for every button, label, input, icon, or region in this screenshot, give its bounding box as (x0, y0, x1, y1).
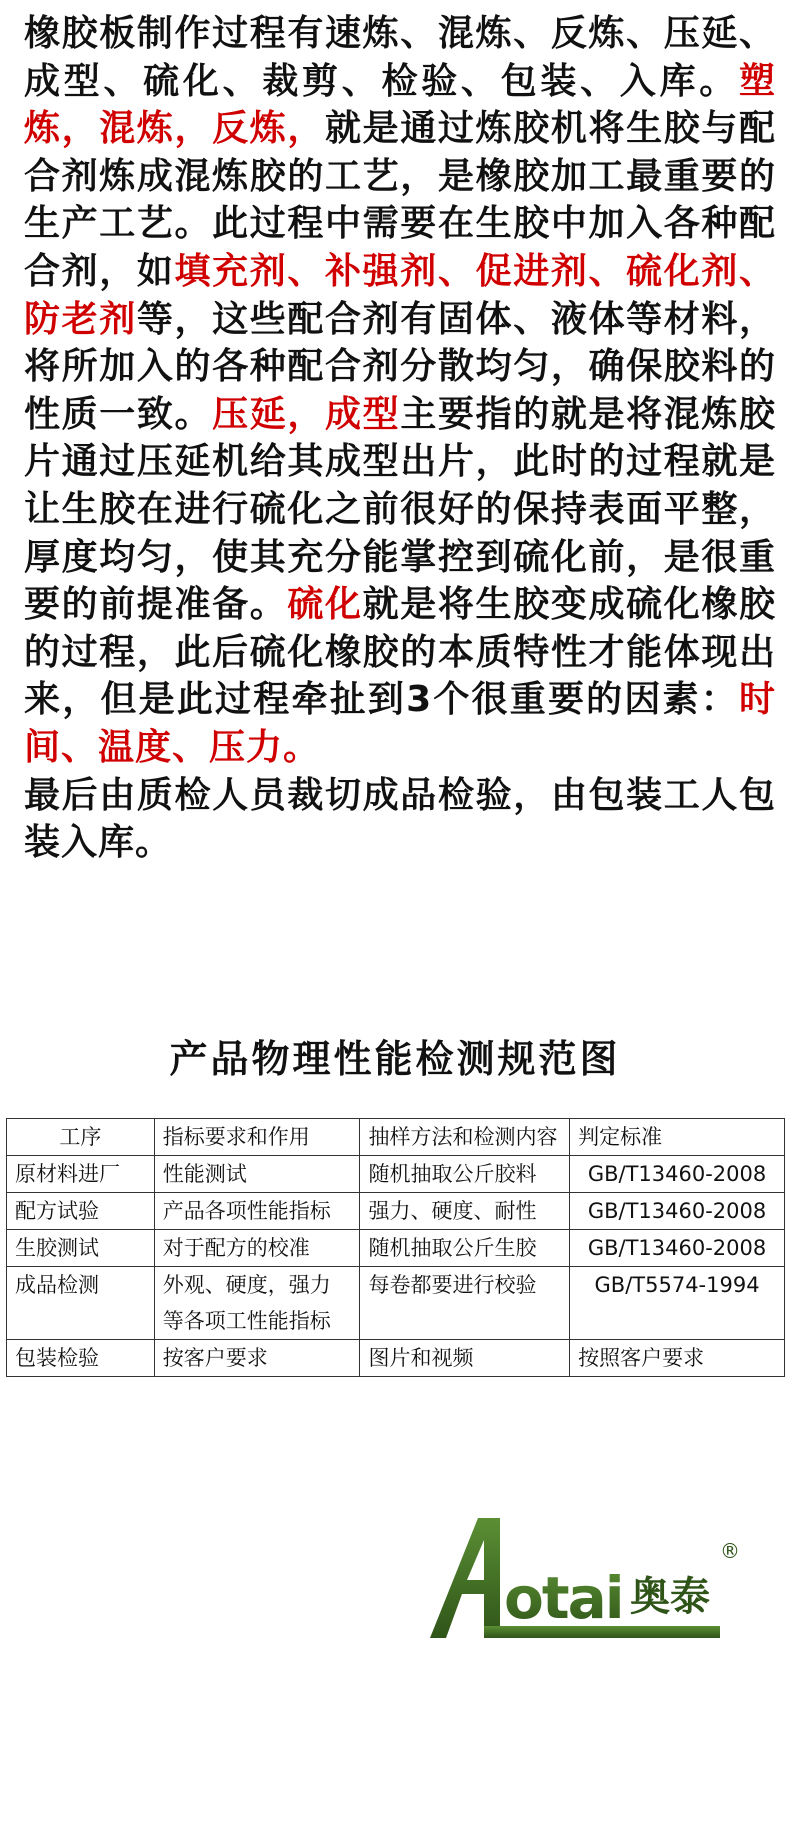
table-row (7, 1230, 785, 1267)
table-row (7, 1156, 785, 1193)
table-cell: 对于配方的校准 (154, 1230, 360, 1267)
table-cell: 性能测试 (154, 1156, 360, 1193)
header-requirement: 指标要求和作用 (154, 1119, 360, 1156)
table-cell: 随机抽取公斤生胶 (360, 1230, 570, 1267)
logo-wordmark: otai (504, 1564, 623, 1632)
table-cell: 生胶测试 (7, 1230, 155, 1267)
table-cell: 强力、硬度、耐性 (360, 1193, 570, 1230)
paragraph-segment: 主要指的就是将混炼胶片通过压延机给其成型出片，此时的过程就是让生胶在进行硫化之前很好的保持表面平整，厚度均匀，使其充分能掌控到硫化前，是很重要的前提准备。 (24, 393, 776, 626)
table-cell: 配方试验 (7, 1193, 155, 1230)
logo-a-shape (430, 1518, 500, 1638)
paragraph-segment: 就是将生胶变成硫化橡胶的过程，此后硫化橡胶的本质特性才能体现出来，但是此过程牵扯到3个很重要的因素： (24, 584, 776, 721)
table-cell: 按客户要求 (154, 1340, 360, 1377)
table-cell: 产品各项性能指标 (154, 1193, 360, 1230)
paragraph-segment: 等，这些配合剂有固体、液体等材料，将所加入的各种配合剂分散均匀，确保胶料的性质一致。 (24, 298, 776, 435)
paragraph-segment: 橡胶板制作过程有速炼、混炼、反炼、压延、成型、硫化、裁剪、检验、包装、入库。 (24, 13, 776, 102)
table-cell: GB/T13460-2008 (570, 1156, 785, 1193)
table-cell: 原材料进厂 (7, 1156, 155, 1193)
table-cell: GB/T13460-2008 (570, 1230, 785, 1267)
table-cell: GB/T5574-1994 (570, 1267, 785, 1340)
paragraph-segment: 就是通过炼胶机将生胶与配合剂炼成混炼胶的工艺，是橡胶加工最重要的生产工艺。此过程中需要在生胶中加入各种配合剂，如 (24, 108, 776, 292)
table-cell: 包装检验 (7, 1340, 155, 1377)
table-cell: GB/T13460-2008 (570, 1193, 785, 1230)
header-standard: 判定标准 (570, 1119, 785, 1156)
table-title: 产品物理性能检测规范图 (169, 1037, 621, 1081)
table-cell: 图片和视频 (360, 1340, 570, 1377)
registered-mark: ® (720, 1539, 740, 1563)
logo-cn-brand: 奥泰 (630, 1574, 710, 1620)
table-cell: 随机抽取公斤胶料 (360, 1156, 570, 1193)
header-sampling: 抽样方法和检测内容 (360, 1119, 570, 1156)
table-row (7, 1267, 785, 1340)
table-header-row (7, 1119, 785, 1156)
table-cell: 成品检测 (7, 1267, 155, 1340)
table-cell: 每卷都要进行校验 (360, 1267, 570, 1340)
table-row (7, 1193, 785, 1230)
aotai-logo (420, 1510, 765, 1650)
table-row (7, 1340, 785, 1377)
table-cell: 按照客户要求 (570, 1340, 785, 1377)
highlight-segment: 填充剂、补强剂、促进剂、硫化剂、防老剂 (24, 250, 776, 340)
spec-table (6, 1118, 785, 1377)
highlight-segment: 压延，成型 (212, 393, 401, 435)
highlight-segment: 时间、温度、压力。 (24, 679, 776, 768)
highlight-segment: 硫化 (287, 584, 363, 626)
paragraph-segment: 最后由质检人员裁切成品检验，由包装工人包装入库。 (24, 774, 776, 864)
header-process: 工序 (7, 1119, 155, 1156)
highlight-segment: 塑炼，混炼，反炼， (24, 60, 776, 150)
table-cell: 外观、硬度，强力等各项工性能指标 (154, 1267, 360, 1340)
intro-paragraph (24, 10, 776, 867)
